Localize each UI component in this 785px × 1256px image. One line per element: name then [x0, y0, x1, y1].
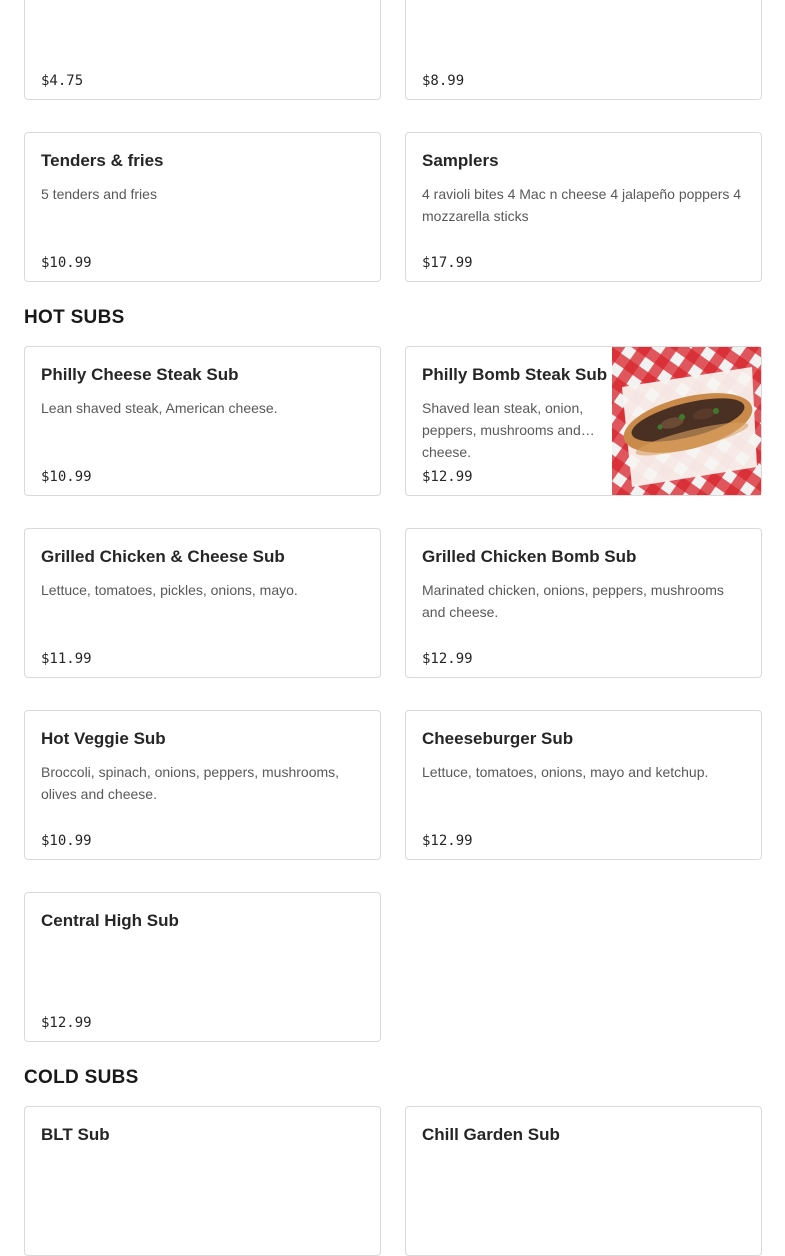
item-name: BLT Sub: [41, 1125, 110, 1144]
bottom-cards-clip: [0, 1106, 785, 1145]
item-price: $10.99: [41, 469, 92, 485]
item-description: Lettuce, tomatoes, pickles, onions, mayo.: [41, 582, 298, 598]
item-description: Broccoli, spinach, onions, peppers, mushrooms, olives and cheese.: [41, 764, 340, 802]
item-price: $8.99: [422, 73, 465, 89]
item-description: 4 ravioli bites 4 Mac n cheese 4 jalapeño poppers 4 mozzarella sticks: [422, 186, 742, 224]
item-price: $17.99: [422, 255, 473, 271]
item-price: $10.99: [41, 833, 92, 849]
menu-item-card[interactable]: [405, 132, 762, 282]
section-title-hot-subs: HOT SUBS: [24, 307, 125, 328]
menu-item-card[interactable]: [24, 528, 381, 678]
item-name: Hot Veggie Sub: [41, 729, 166, 748]
item-price: $10.99: [41, 255, 92, 271]
item-name: Chill Garden Sub: [422, 1125, 560, 1144]
item-name: Grilled Chicken Bomb Sub: [422, 547, 637, 566]
item-name: Philly Cheese Steak Sub: [41, 365, 239, 384]
menu-item-card[interactable]: [405, 710, 762, 860]
menu-item-card[interactable]: [24, 710, 381, 860]
item-description: Shaved lean steak, onion, peppers, mushrooms and cheese.: [422, 400, 584, 460]
item-description: Lettuce, tomatoes, onions, mayo and ketchup.: [422, 764, 709, 780]
item-name: Samplers: [422, 151, 499, 170]
top-cards-clip: [0, 0, 785, 100]
item-description: 5 tenders and fries: [41, 186, 157, 202]
item-name: Philly Bomb Steak Sub: [422, 365, 608, 384]
item-price: $12.99: [41, 1015, 92, 1031]
menu-item-card[interactable]: [24, 1106, 381, 1256]
menu-item-card[interactable]: [405, 1106, 762, 1256]
item-name: Grilled Chicken & Cheese Sub: [41, 547, 285, 566]
menu-item-card[interactable]: [405, 528, 762, 678]
item-price: $12.99: [422, 651, 473, 667]
item-price: $12.99: [422, 469, 473, 485]
menu-item-card[interactable]: [24, 132, 381, 282]
menu-item-card[interactable]: [24, 346, 381, 496]
menu-item-card[interactable]: [24, 892, 381, 1042]
menu-item-card[interactable]: [405, 0, 762, 100]
item-description: Lean shaved steak, American cheese.: [41, 400, 278, 416]
item-name: Central High Sub: [41, 911, 179, 930]
item-price: $4.75: [41, 73, 84, 89]
item-name: Tenders & fries: [41, 151, 164, 170]
item-name: Cheeseburger Sub: [422, 729, 574, 748]
item-price: $12.99: [422, 833, 473, 849]
section-title-cold-subs: COLD SUBS: [24, 1067, 139, 1088]
item-description: Marinated chicken, onions, peppers, mushrooms and cheese.: [422, 582, 724, 620]
item-photo: [612, 347, 761, 495]
menu-item-card[interactable]: [405, 346, 762, 496]
item-price: $11.99: [41, 651, 92, 667]
menu-item-card[interactable]: [24, 0, 381, 100]
